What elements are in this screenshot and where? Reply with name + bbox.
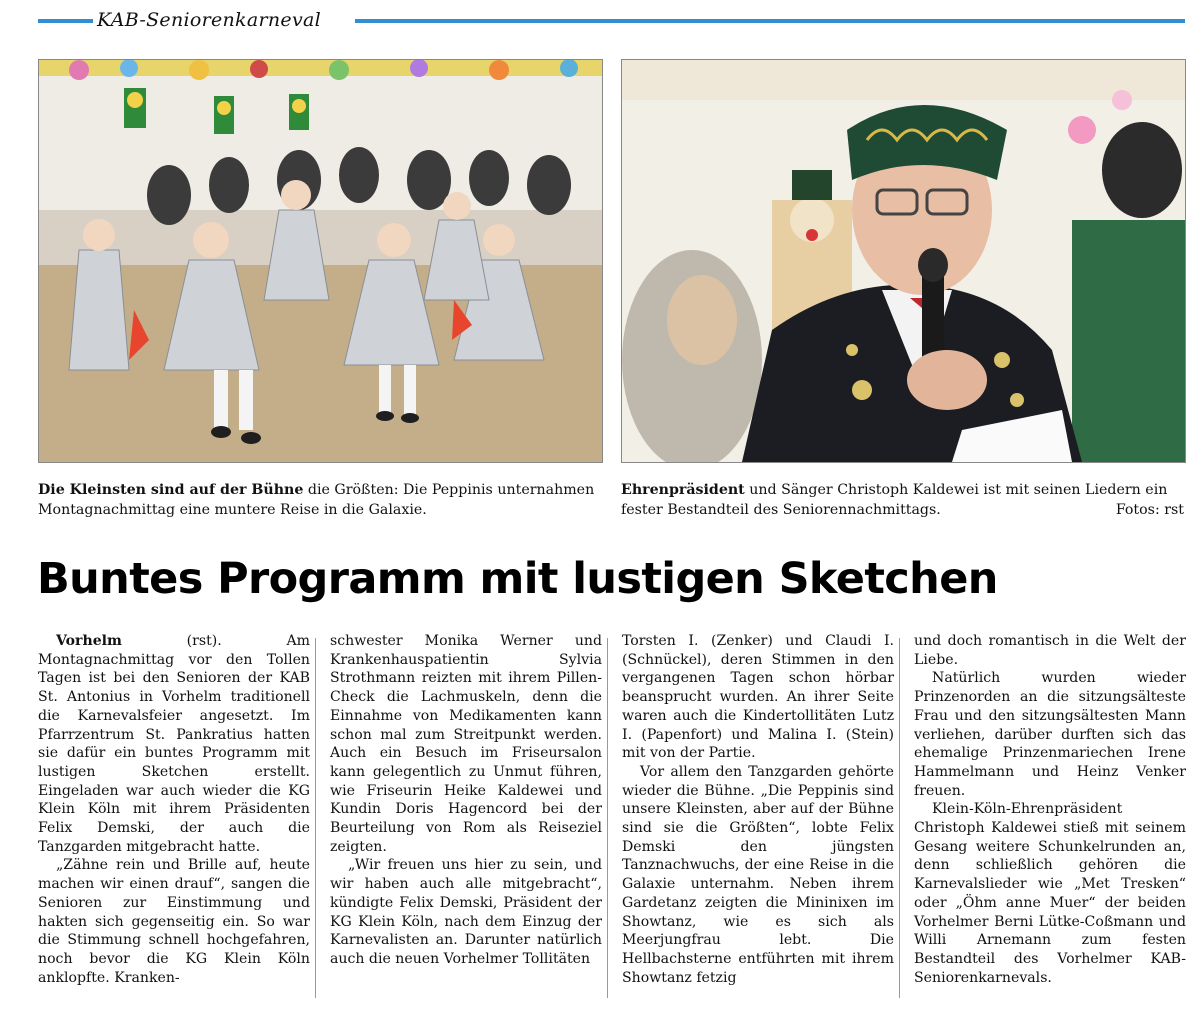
article-column-2 [330,632,602,969]
section-kicker: KAB-Seniorenkarneval [97,9,321,31]
paragraph: und doch romantisch in die Welt der Liebe. [914,633,1186,668]
article-column-3 [622,632,894,987]
article-headline: Buntes Programm mit lustigen Sketchen [37,554,998,604]
caption-left-bold: Die Kleinsten sind auf der Bühne [38,482,304,498]
paragraph: Vor allem den Tanzgarden gehörte wieder die Bühne. „Die Peppinis sind unsere Kleinsten, aber auf der Bühne sind sie die Größten“, lobte Felix Demski den jüngsten Tanznachwuchs, der eine Reise in die Galaxie unternahm. Neben ihrem Gardetanz zeigten die Mininixen im Showtanz, wie es sich als Meerjungfrau lebt. Die Hellbachsterne entführten mit ihrem Showtanz fetzig [622,763,894,986]
paragraph: Klein-Köln-Ehrenpräsident Christoph Kaldewei stieß mit seinem Gesang weitere Schunkelrunden an, denn schließlich gehören die Karnevalslieder wie „Met Tresken“ oder „Öhm anne Muer“ der beiden Vorhelmer Berni Lütke-Coßmann und Willi Arnemann zum festen Bestandteil des Vorhelmer KAB-Seniorenkarnevals. [914,801,1186,986]
speaker-with-microphone-photo-icon [622,60,1185,462]
column-divider [315,638,316,998]
column-divider [607,638,608,998]
paragraph-text: (rst). Am Montagnachmittag vor den Tollen Tagen ist bei den Senioren der KAB St. Antonius in Vorhelm traditionell die Karnevalsfeier angesetzt. Im Pfarrzentrum St. Pankratius hatten sie dafür ein buntes Programm mit lustigen Sketchen erstellt. Eingeladen war auch wieder die KG Klein Köln mit ihrem Präsidenten Felix Demski, der auch die Tanzgarden mitgebracht hatte. [38,633,310,855]
photo-honorary-president [621,59,1186,463]
kicker-rule-left [38,19,93,23]
paragraph: schwester Monika Werner und Krankenhauspatientin Sylvia Strothmann reizten mit ihrem Pillen-Check die Lachmuskeln, denn die Einnahme von Medikamenten kann schon mal zum Streitpunkt werden. Auch ein Besuch im Friseursalon kann gelegentlich zu Unmut führen, wie Friseurin Heike Kaldewei und Kundin Doris Hagencord bei der Beurteilung von Rom als Reiseziel zeigten. [330,633,602,855]
caption-right-text: und Sänger Christoph Kaldewei ist mit seinen Liedern ein fester Bestandteil des Seniorennachmittags. [621,482,1168,518]
article-column-4 [914,632,1186,987]
photo-credit: Fotos: rst [1115,502,1184,518]
caption-right [621,480,1184,520]
dancing-children-photo-icon [39,60,602,462]
caption-left-text: die Größten: Die Peppinis unternahmen Montagnachmittag eine muntere Reise in die Galaxie. [38,482,595,518]
paragraph [38,632,310,856]
dateline: Vorhelm [56,633,122,649]
paragraph: Torsten I. (Zenker) und Claudi I. (Schnückel), deren Stimmen in den vergangenen Tagen schon hörbar beansprucht wurden. An ihrer Seite waren auch die Kindertollitäten Lutz I. (Papenfort) und Malina I. (Stein) mit von der Partie. [622,633,894,762]
paragraph: „Zähne rein und Brille auf, heute machen wir einen drauf“, sangen die Senioren zur Einstimmung und hakten sich gegenseitig ein. So war die Stimmung schnell hochgefahren, noch bevor die KG Klein Köln anklopfte. Kranken- [38,857,310,986]
photo-dancing-children [38,59,603,463]
paragraph: „Wir freuen uns hier zu sein, und wir haben auch alle mitgebracht“, kündigte Felix Demski, Präsident der KG Klein Köln, nach dem Einzug der Karnevalisten an. Darunter natürlich auch die neuen Vorhelmer Tollitäten [330,857,602,967]
caption-right-bold: Ehrenpräsident [621,482,745,498]
article-column-1 [38,632,310,987]
kicker-rule-right [355,19,1185,23]
paragraph: Natürlich wurden wieder Prinzenorden an die sitzungsälteste Frau und den sitzungsältesten Mann verliehen, darüber durften sich das ehemalige Prinzenmariechen Irene Hammelmann und Heinz Venker freuen. [914,670,1186,799]
caption-left [38,480,601,520]
column-divider [899,638,900,998]
